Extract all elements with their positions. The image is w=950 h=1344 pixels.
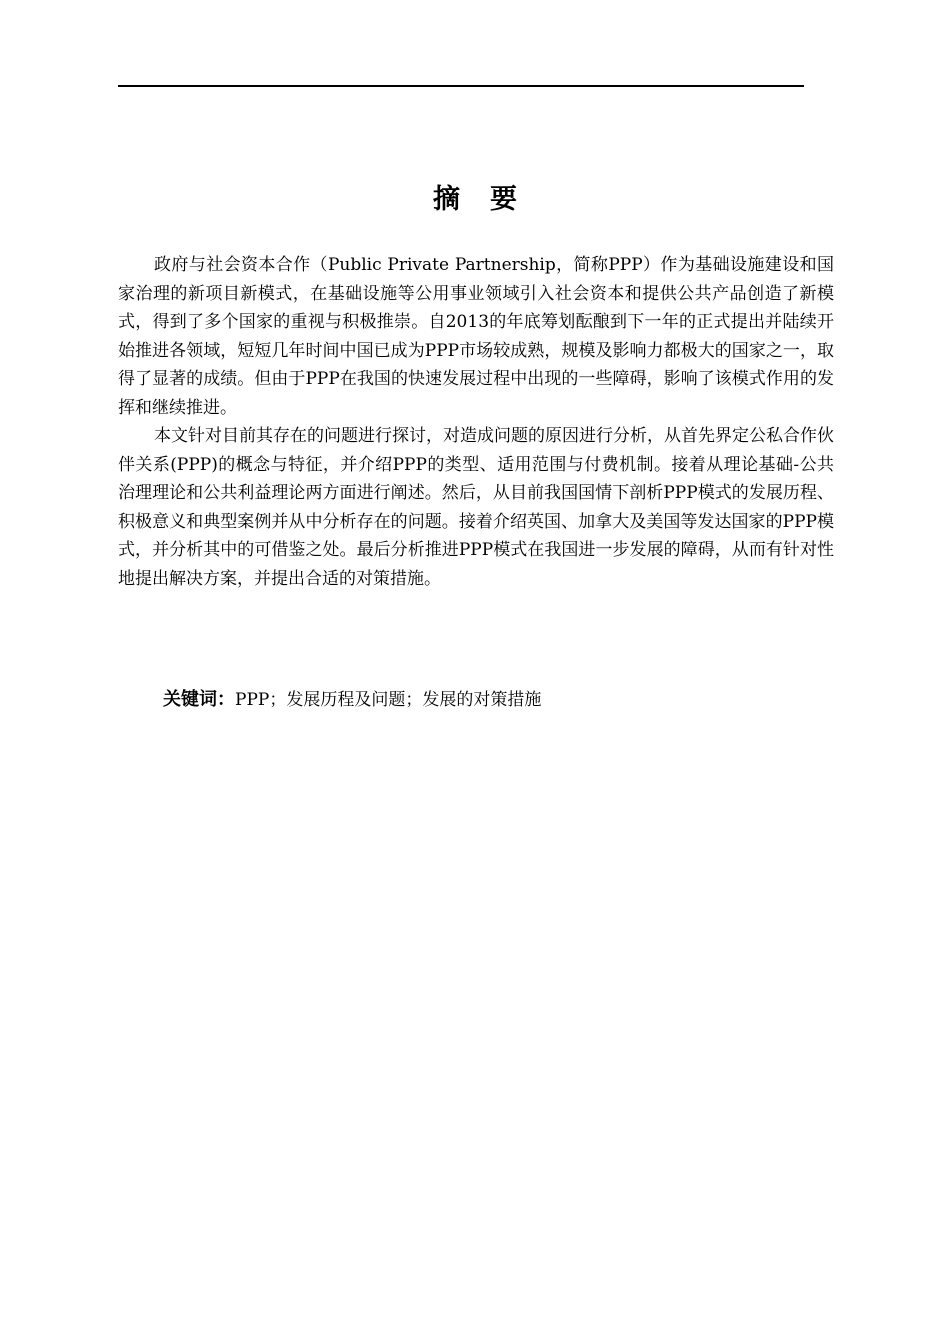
abstract-paragraph-1: 政府与社会资本合作（Public Private Partnership，简称PPP）作为基础设施建设和国家治理的新项目新模式，在基础设施等公用事业领域引入社会资本和提供公共产品创造了新模式，得到了多个国家的重视与积极推崇。自2013的年底筹划酝酿到下一年的正式提出并陆续开始推进各领域，短短几年时间中国已成为PPP市场较成熟，规模及影响力都极大的国家之一，取得了显著的成绩。但由于PPP在我国的快速发展过程中出现的一些障碍，影响了该模式作用的发挥和继续推进。 xyxy=(118,255,834,418)
abstract-paragraph-2: 本文针对目前其存在的问题进行探讨，对造成问题的原因进行分析，从首先界定公私合作伙伴关系(PPP)的概念与特征，并介绍PPP的类型、适用范围与付费机制。接着从理论基础-公共治理理论和公共利益理论两方面进行阐述。然后，从目前我国国情下剖析PPP模式的发展历程、积极意义和典型案例并从中分析存在的问题。接着介绍英国、加拿大及美国等发达国家的PPP模式，并分析其中的可借鉴之处。最后分析推进PPP模式在我国进一步发展的障碍，从而有针对性地提出解决方案，并提出合适的对策措施。 xyxy=(118,426,834,589)
keywords-label: 关键词： xyxy=(163,689,235,710)
keywords-line xyxy=(163,686,823,714)
abstract-body xyxy=(118,251,834,593)
abstract-title: 摘要 xyxy=(433,184,547,215)
header-rule xyxy=(118,85,804,87)
keywords-text: PPP；发展历程及问题；发展的对策措施 xyxy=(235,690,542,710)
